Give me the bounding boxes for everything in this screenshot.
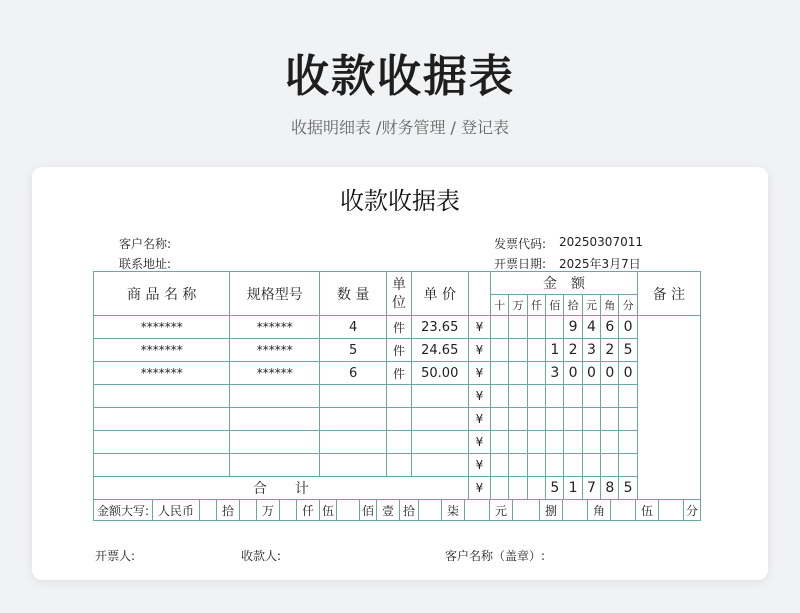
customer-seal-label: 客户名称（盖章）:: [445, 549, 546, 563]
digit-header: 分: [619, 295, 637, 316]
currency-cell: ¥: [468, 408, 490, 431]
currency-cell: ¥: [468, 454, 490, 477]
header-row: [94, 272, 701, 295]
digit-cell: [527, 385, 545, 408]
invoice-date-label: 开票日期:: [494, 257, 547, 271]
amount-in-words-cell: 角: [588, 500, 611, 520]
qty-cell: [320, 385, 387, 408]
payee-label: 收款人:: [241, 549, 282, 563]
spec-cell: ******: [230, 339, 320, 362]
digit-cell: 0: [582, 362, 600, 385]
digit-cell: [546, 385, 564, 408]
product-cell: *******: [94, 339, 230, 362]
digit-cell: 0: [601, 362, 619, 385]
digit-cell: 4: [582, 316, 600, 339]
spec-cell: [230, 454, 320, 477]
digit-header: 佰: [546, 295, 564, 316]
price-cell: 23.65: [411, 316, 468, 339]
digit-cell: 1: [546, 339, 564, 362]
price-cell: [411, 408, 468, 431]
total-digit-cell: 5: [619, 477, 637, 500]
total-row: [94, 477, 701, 500]
digit-cell: [509, 362, 527, 385]
qty-cell: [320, 408, 387, 431]
digit-cell: 0: [619, 316, 637, 339]
amount-in-words-cell: [419, 500, 442, 520]
digit-cell: [582, 385, 600, 408]
invoice-code-value: 20250307011: [559, 235, 643, 249]
digit-cell: [527, 362, 545, 385]
header-product: 商 品 名 称: [94, 272, 230, 316]
amount-in-words-cell: 人民币: [153, 500, 200, 520]
total-digit-cell: 7: [582, 477, 600, 500]
product-cell: *******: [94, 362, 230, 385]
table-row: [94, 362, 701, 385]
digit-cell: 0: [619, 362, 637, 385]
total-digit-cell: 8: [601, 477, 619, 500]
digit-cell: [509, 454, 527, 477]
digit-cell: [491, 408, 509, 431]
digit-cell: 9: [564, 316, 582, 339]
page-title: 收款收据表: [285, 51, 515, 102]
digit-cell: 6: [601, 316, 619, 339]
amount-in-words-cell: 伍: [320, 500, 337, 520]
amount-in-words-cell: 万: [257, 500, 280, 520]
amount-in-words-cell: 元: [490, 500, 513, 520]
amount-in-words-label: 金额大写:: [94, 500, 153, 520]
digit-cell: [546, 454, 564, 477]
currency-cell: ¥: [468, 385, 490, 408]
digit-cell: [509, 408, 527, 431]
digit-cell: [546, 316, 564, 339]
amount-in-words-cell: [611, 500, 636, 520]
amount-in-words-grid: [94, 500, 700, 520]
digit-cell: [491, 385, 509, 408]
header-price: 单 价: [411, 272, 468, 316]
amount-in-words-cell: [240, 500, 257, 520]
digit-cell: [509, 431, 527, 454]
amount-in-words-cell: [513, 500, 540, 520]
digit-cell: [509, 316, 527, 339]
unit-cell: [387, 385, 411, 408]
invoice-date-value: 2025年3月7日: [559, 257, 641, 271]
digit-header: 仟: [527, 295, 545, 316]
table-row: [94, 385, 701, 408]
header-amount: 金 额: [491, 272, 638, 295]
digit-cell: [601, 431, 619, 454]
unit-cell: [387, 431, 411, 454]
digit-cell: [564, 454, 582, 477]
digit-cell: [491, 316, 509, 339]
qty-cell: [320, 431, 387, 454]
amount-in-words-cell: [659, 500, 684, 520]
amount-in-words-cell: 拾: [217, 500, 240, 520]
spec-cell: [230, 385, 320, 408]
digit-cell: [582, 408, 600, 431]
digit-cell: [564, 385, 582, 408]
amount-in-words-cell: 柒: [442, 500, 465, 520]
amount-in-words-cell: 分: [684, 500, 701, 520]
price-cell: [411, 454, 468, 477]
product-cell: [94, 454, 230, 477]
digit-cell: [619, 431, 637, 454]
table-row: [94, 454, 701, 477]
total-digit-cell: 5: [546, 477, 564, 500]
digit-header: 十: [491, 295, 509, 316]
currency-cell: ¥: [468, 362, 490, 385]
receipt-card: [32, 167, 768, 580]
digit-cell: [491, 339, 509, 362]
total-digit-cell: [527, 477, 545, 500]
unit-cell: [387, 454, 411, 477]
qty-cell: 5: [320, 339, 387, 362]
digit-header: 万: [509, 295, 527, 316]
table-row: [94, 316, 701, 339]
amount-in-words-cell: [200, 500, 217, 520]
qty-cell: [320, 454, 387, 477]
digit-cell: 3: [546, 362, 564, 385]
receipt-table: [93, 271, 701, 521]
header-unit: 单 位: [387, 272, 411, 316]
digit-cell: [546, 408, 564, 431]
header-remark: 备 注: [637, 272, 700, 316]
amount-in-words-cell: [280, 500, 297, 520]
amount-in-words-cell: 佰: [360, 500, 377, 520]
address-label: 联系地址:: [119, 257, 172, 271]
unit-cell: 件: [387, 362, 411, 385]
amount-in-words-container: [94, 500, 701, 521]
digit-header: 角: [601, 295, 619, 316]
amount-in-words-cell: 捌: [540, 500, 563, 520]
amount-in-words-row: [94, 500, 701, 521]
digit-cell: 5: [619, 339, 637, 362]
total-digit-cell: 1: [564, 477, 582, 500]
digit-cell: [527, 454, 545, 477]
currency-cell: ¥: [468, 316, 490, 339]
digit-cell: [527, 339, 545, 362]
unit-cell: 件: [387, 339, 411, 362]
qty-cell: 6: [320, 362, 387, 385]
price-cell: 50.00: [411, 362, 468, 385]
amount-in-words-cell: 仟: [297, 500, 320, 520]
unit-cell: 件: [387, 316, 411, 339]
invoice-code-label: 发票代码:: [494, 237, 547, 251]
form-title: 收款收据表: [340, 187, 460, 215]
digit-cell: [546, 431, 564, 454]
digit-cell: [527, 408, 545, 431]
digit-cell: [619, 408, 637, 431]
customer-name-label: 客户名称:: [119, 237, 172, 251]
digit-cell: [619, 454, 637, 477]
total-digit-cell: [509, 477, 527, 500]
digit-cell: [601, 385, 619, 408]
digit-cell: [582, 431, 600, 454]
table-row: [94, 408, 701, 431]
digit-cell: [509, 339, 527, 362]
table-row: [94, 431, 701, 454]
total-digit-cell: [491, 477, 509, 500]
digit-cell: 2: [564, 339, 582, 362]
amount-in-words-cell: 伍: [636, 500, 659, 520]
spec-cell: [230, 408, 320, 431]
product-cell: [94, 408, 230, 431]
price-cell: 24.65: [411, 339, 468, 362]
digit-cell: [491, 431, 509, 454]
amount-in-words-cell: [465, 500, 490, 520]
digit-cell: [619, 385, 637, 408]
digit-cell: [491, 454, 509, 477]
digit-header: 元: [582, 295, 600, 316]
remark-cell: [637, 316, 700, 500]
total-label: 合 计: [94, 477, 469, 500]
digit-cell: [564, 431, 582, 454]
product-cell: [94, 431, 230, 454]
digit-cell: [527, 316, 545, 339]
currency-cell: ¥: [468, 477, 490, 500]
spec-cell: ******: [230, 316, 320, 339]
amount-in-words-cell: 拾: [400, 500, 419, 520]
header-qty: 数 量: [320, 272, 387, 316]
currency-cell: ¥: [468, 339, 490, 362]
product-cell: *******: [94, 316, 230, 339]
amount-in-words-cell: 壹: [377, 500, 400, 520]
amount-in-words-cell: [337, 500, 360, 520]
unit-cell: [387, 408, 411, 431]
header-spec: 规格型号: [230, 272, 320, 316]
digit-cell: [564, 408, 582, 431]
digit-cell: 3: [582, 339, 600, 362]
digit-cell: [509, 385, 527, 408]
digit-header: 拾: [564, 295, 582, 316]
currency-cell: ¥: [468, 431, 490, 454]
product-cell: [94, 385, 230, 408]
spec-cell: ******: [230, 362, 320, 385]
qty-cell: 4: [320, 316, 387, 339]
digit-cell: 0: [564, 362, 582, 385]
amount-in-words-cell: [563, 500, 588, 520]
header-currency-blank: [468, 272, 490, 316]
digit-cell: 2: [601, 339, 619, 362]
digit-cell: [601, 454, 619, 477]
digit-cell: [601, 408, 619, 431]
issuer-label: 开票人:: [95, 549, 136, 563]
digit-cell: [491, 362, 509, 385]
price-cell: [411, 431, 468, 454]
digit-cell: [582, 454, 600, 477]
spec-cell: [230, 431, 320, 454]
table-row: [94, 339, 701, 362]
page-subtitle: 收据明细表 /财务管理 / 登记表: [290, 118, 510, 137]
price-cell: [411, 385, 468, 408]
digit-cell: [527, 431, 545, 454]
